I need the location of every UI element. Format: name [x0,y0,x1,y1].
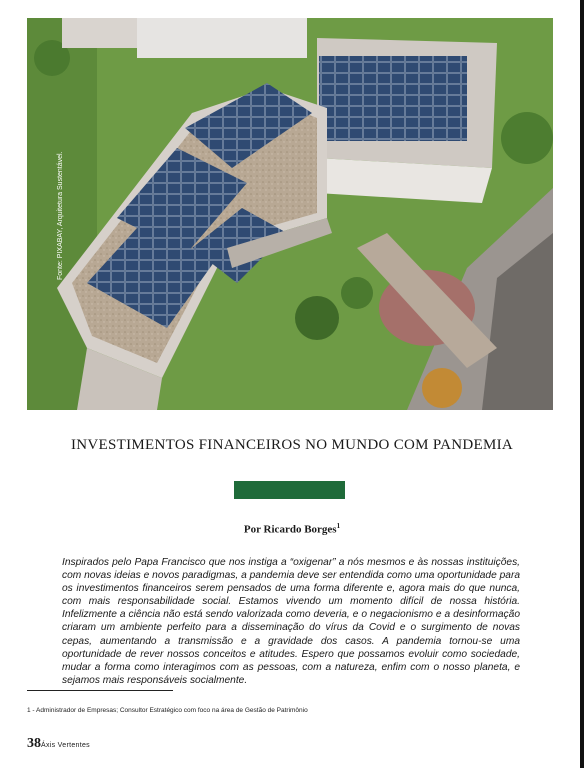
article-body: Inspirados pelo Papa Francisco que nos instiga a “oxigenar” a nós mesmos e às nossas instituições, com novas ideias e novos paradigmas, a pandemia deve ser entendida como uma oportunidade para os investimentos financeiros serem pensados de uma forma diferente e, agora mais do que nunca, com mais responsabilidade social. Estamos vivendo um momento difícil de nossa história. Infelizmente a ciência não está sendo valorizada como deveria, e o negacionismo e a desinformação criaram um ambiente perfeito para a disseminação do vírus da Covid e o surgimento de novas cepas, aumentando a transmissão e a gravidade dos casos. A pandemia tornou-se uma oportunidade de rever nossos conceitos e atitudes. Espero que possamos evoluir como sociedade, mudar a forma como interagimos com as pessoas, com a natureza, enfim com o nosso planeta, e sejamos mais responsáveis socialmente. [62,557,520,686]
author-name: Por Ricardo Borges [243,523,337,536]
article-title: INVESTIMENTOS FINANCEIROS NO MUNDO COM PANDEMIA [70,437,514,453]
page-footer [27,734,90,752]
photo-credit: Fonte: PIXABAY, Arquitetura Sustentável. [57,151,64,280]
title-divider-bar [234,481,345,499]
footnote-rule [27,690,173,691]
article-author [0,522,584,536]
footnote: 1 - Administrador de Empresas; Consultor Estratégico com foco na área de Gestão de Patrimônio [27,707,308,714]
building-solar-panels-photo [27,18,553,410]
page-right-border [580,0,584,768]
page-number: 38 [27,736,41,751]
magazine-name: Áxis Vertentes [41,742,90,749]
author-footnote-marker[interactable]: 1 [336,522,341,530]
